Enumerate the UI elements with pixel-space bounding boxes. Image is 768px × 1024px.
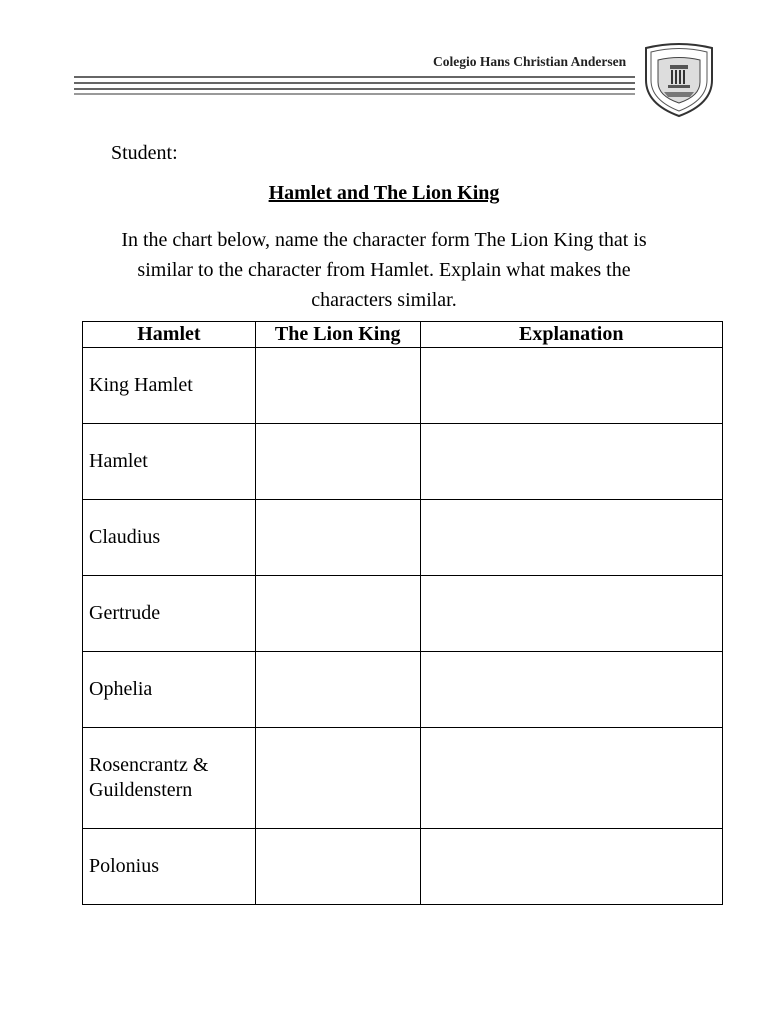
table-row xyxy=(83,348,723,424)
table-row xyxy=(83,424,723,500)
hamlet-character-cell: Hamlet xyxy=(83,424,256,500)
table-row xyxy=(83,728,723,829)
lion-king-answer-cell[interactable] xyxy=(255,652,420,728)
hamlet-character-cell: Gertrude xyxy=(83,576,256,652)
hamlet-character-cell: King Hamlet xyxy=(83,348,256,424)
column-header-lion-king: The Lion King xyxy=(255,322,420,348)
explanation-answer-cell[interactable] xyxy=(420,576,723,652)
lion-king-answer-cell[interactable] xyxy=(255,829,420,905)
school-crest-icon xyxy=(640,40,718,118)
hamlet-character-cell: Polonius xyxy=(83,829,256,905)
table-row xyxy=(83,652,723,728)
table-row xyxy=(83,500,723,576)
column-header-hamlet: Hamlet xyxy=(83,322,256,348)
explanation-answer-cell[interactable] xyxy=(420,728,723,829)
lion-king-answer-cell[interactable] xyxy=(255,348,420,424)
column-header-explanation: Explanation xyxy=(420,322,723,348)
explanation-answer-cell[interactable] xyxy=(420,652,723,728)
table-row xyxy=(83,829,723,905)
comparison-table xyxy=(82,321,723,905)
student-label: Student: xyxy=(111,142,178,164)
table-row xyxy=(83,576,723,652)
explanation-answer-cell[interactable] xyxy=(420,348,723,424)
hamlet-character-cell: Ophelia xyxy=(83,652,256,728)
instructions-text: In the chart below, name the character form The Lion King that is similar to the character from Hamlet. Explain what makes the characters similar. xyxy=(121,229,647,311)
school-name: Colegio Hans Christian Andersen xyxy=(433,54,627,69)
explanation-answer-cell[interactable] xyxy=(420,424,723,500)
lion-king-answer-cell[interactable] xyxy=(255,424,420,500)
explanation-answer-cell[interactable] xyxy=(420,829,723,905)
hamlet-character-cell: Rosencrantz & Guildenstern xyxy=(83,728,256,829)
hamlet-character-cell: Claudius xyxy=(83,500,256,576)
table-header-row xyxy=(83,322,723,348)
lion-king-answer-cell[interactable] xyxy=(255,728,420,829)
header-rule-lines xyxy=(74,76,635,96)
worksheet-title: Hamlet and The Lion King xyxy=(268,182,500,204)
lion-king-answer-cell[interactable] xyxy=(255,500,420,576)
lion-king-answer-cell[interactable] xyxy=(255,576,420,652)
explanation-answer-cell[interactable] xyxy=(420,500,723,576)
